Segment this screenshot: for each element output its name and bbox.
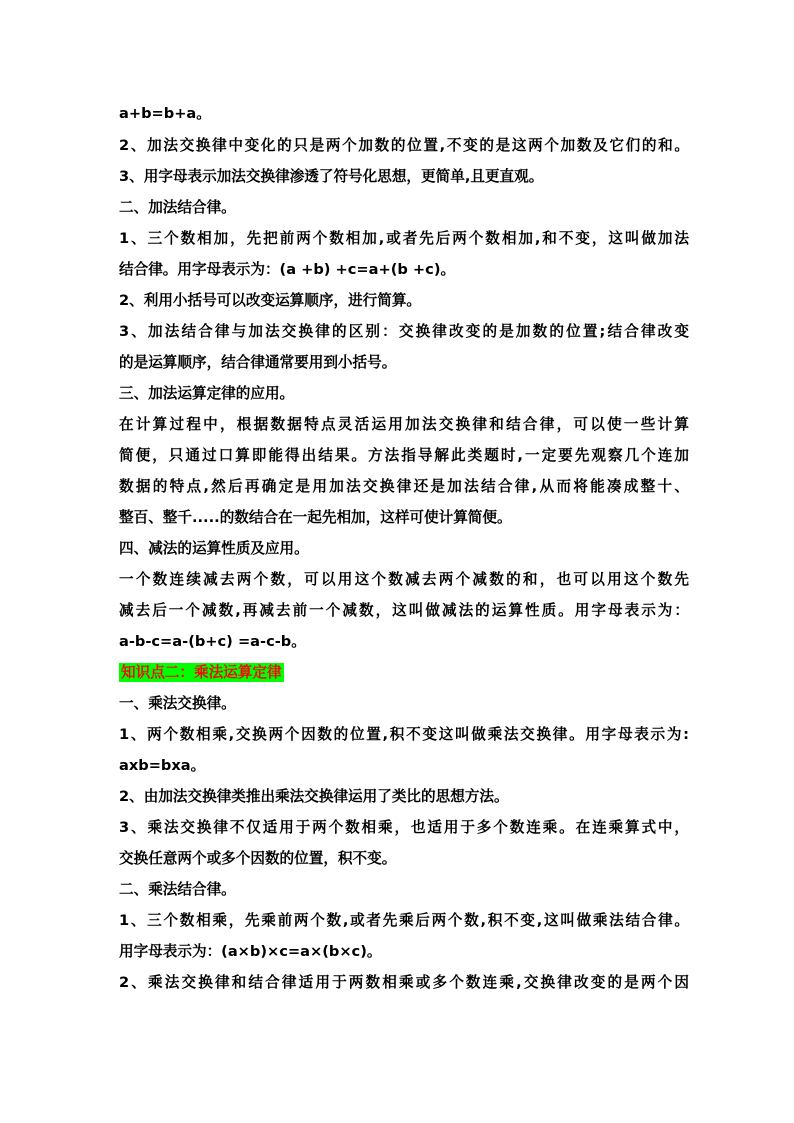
highlighted-heading: 知识点二：乘法运算定律: [121, 664, 282, 681]
section-heading: 三、加法运算定律的应用。: [119, 385, 295, 402]
text-line: 交换任意两个或多个因数的位置，积不变。: [119, 850, 397, 867]
text-line: 数据的特点,然后再确定是用加法交换律还是加法结合律,从而将能凑成整十、: [119, 478, 689, 495]
text-line: 的是运算顺序，结合律通常要用到小括号。: [119, 354, 397, 371]
text-line: 减去后一个减数,再减去前一个减数，这叫做减法的运算性质。用字母表示为：: [119, 602, 689, 619]
text-line: 3、加法结合律与加法交换律的区别：交换律改变的是加数的位置;结合律改变: [119, 323, 689, 340]
section-heading: 二、乘法结合律。: [119, 881, 236, 898]
text-line: 3、用字母表示加法交换律渗透了符号化思想，更简单,且更直观。: [119, 168, 544, 185]
text-line: 2、由加法交换律类推出乘法交换律运用了类比的思想方法。: [119, 788, 509, 805]
text-line: 整百、整千.....的数结合在一起先相加，这样可使计算简便。: [119, 509, 512, 526]
text-line: axb=bxa。: [119, 757, 206, 774]
text-line: 1、三个数相加，先把前两个数相加,或者先后两个数相加,和不变，这叫做加法: [119, 230, 689, 247]
section-heading: 一、乘法交换律。: [119, 695, 236, 712]
text-line: a+b=b+a。: [119, 105, 211, 122]
text-line: a-b-c=a-(b+c) =a-c-b。: [119, 633, 306, 650]
text-line: 简便，只通过口算即能得出结果。方法指导解此类题时,一定要先观察几个连加: [119, 447, 689, 464]
section-heading: 二、加法结合律。: [119, 199, 236, 216]
text-line: 3、乘法交换律不仅适用于两个数相乘，也适用于多个数连乘。在连乘算式中，: [119, 819, 689, 836]
text-line: 结合律。用字母表示为：(a +b) +c=a+(b +c)。: [119, 261, 456, 278]
text-line: 1、两个数相乘,交换两个因数的位置,积不变这叫做乘法交换律。用字母表示为:: [119, 726, 689, 743]
section-heading: 四、减法的运算性质及应用。: [119, 540, 309, 557]
knowledge-point-heading: [119, 663, 689, 683]
text-line: 1、三个数相乘，先乘前两个数,或者先乘后两个数,积不变,这叫做乘法结合律。: [119, 912, 689, 929]
text-line: 一个数连续减去两个数，可以用这个数减去两个减数的和，也可以用这个数先: [119, 571, 689, 588]
text-line: 在计算过程中，根据数据特点灵活运用加法交换律和结合律，可以使一些计算: [119, 416, 689, 433]
text-line: 用字母表示为：(a×b)×c=a×(b×c)。: [119, 943, 382, 960]
text-line: 2、加法交换律中变化的只是两个加数的位置,不变的是这两个加数及它们的和。: [119, 137, 689, 154]
text-line: 2、利用小括号可以改变运算顺序，进行简算。: [119, 292, 422, 309]
text-line: 2、乘法交换律和结合律适用于两数相乘或多个数连乘,交换律改变的是两个因: [119, 974, 689, 991]
